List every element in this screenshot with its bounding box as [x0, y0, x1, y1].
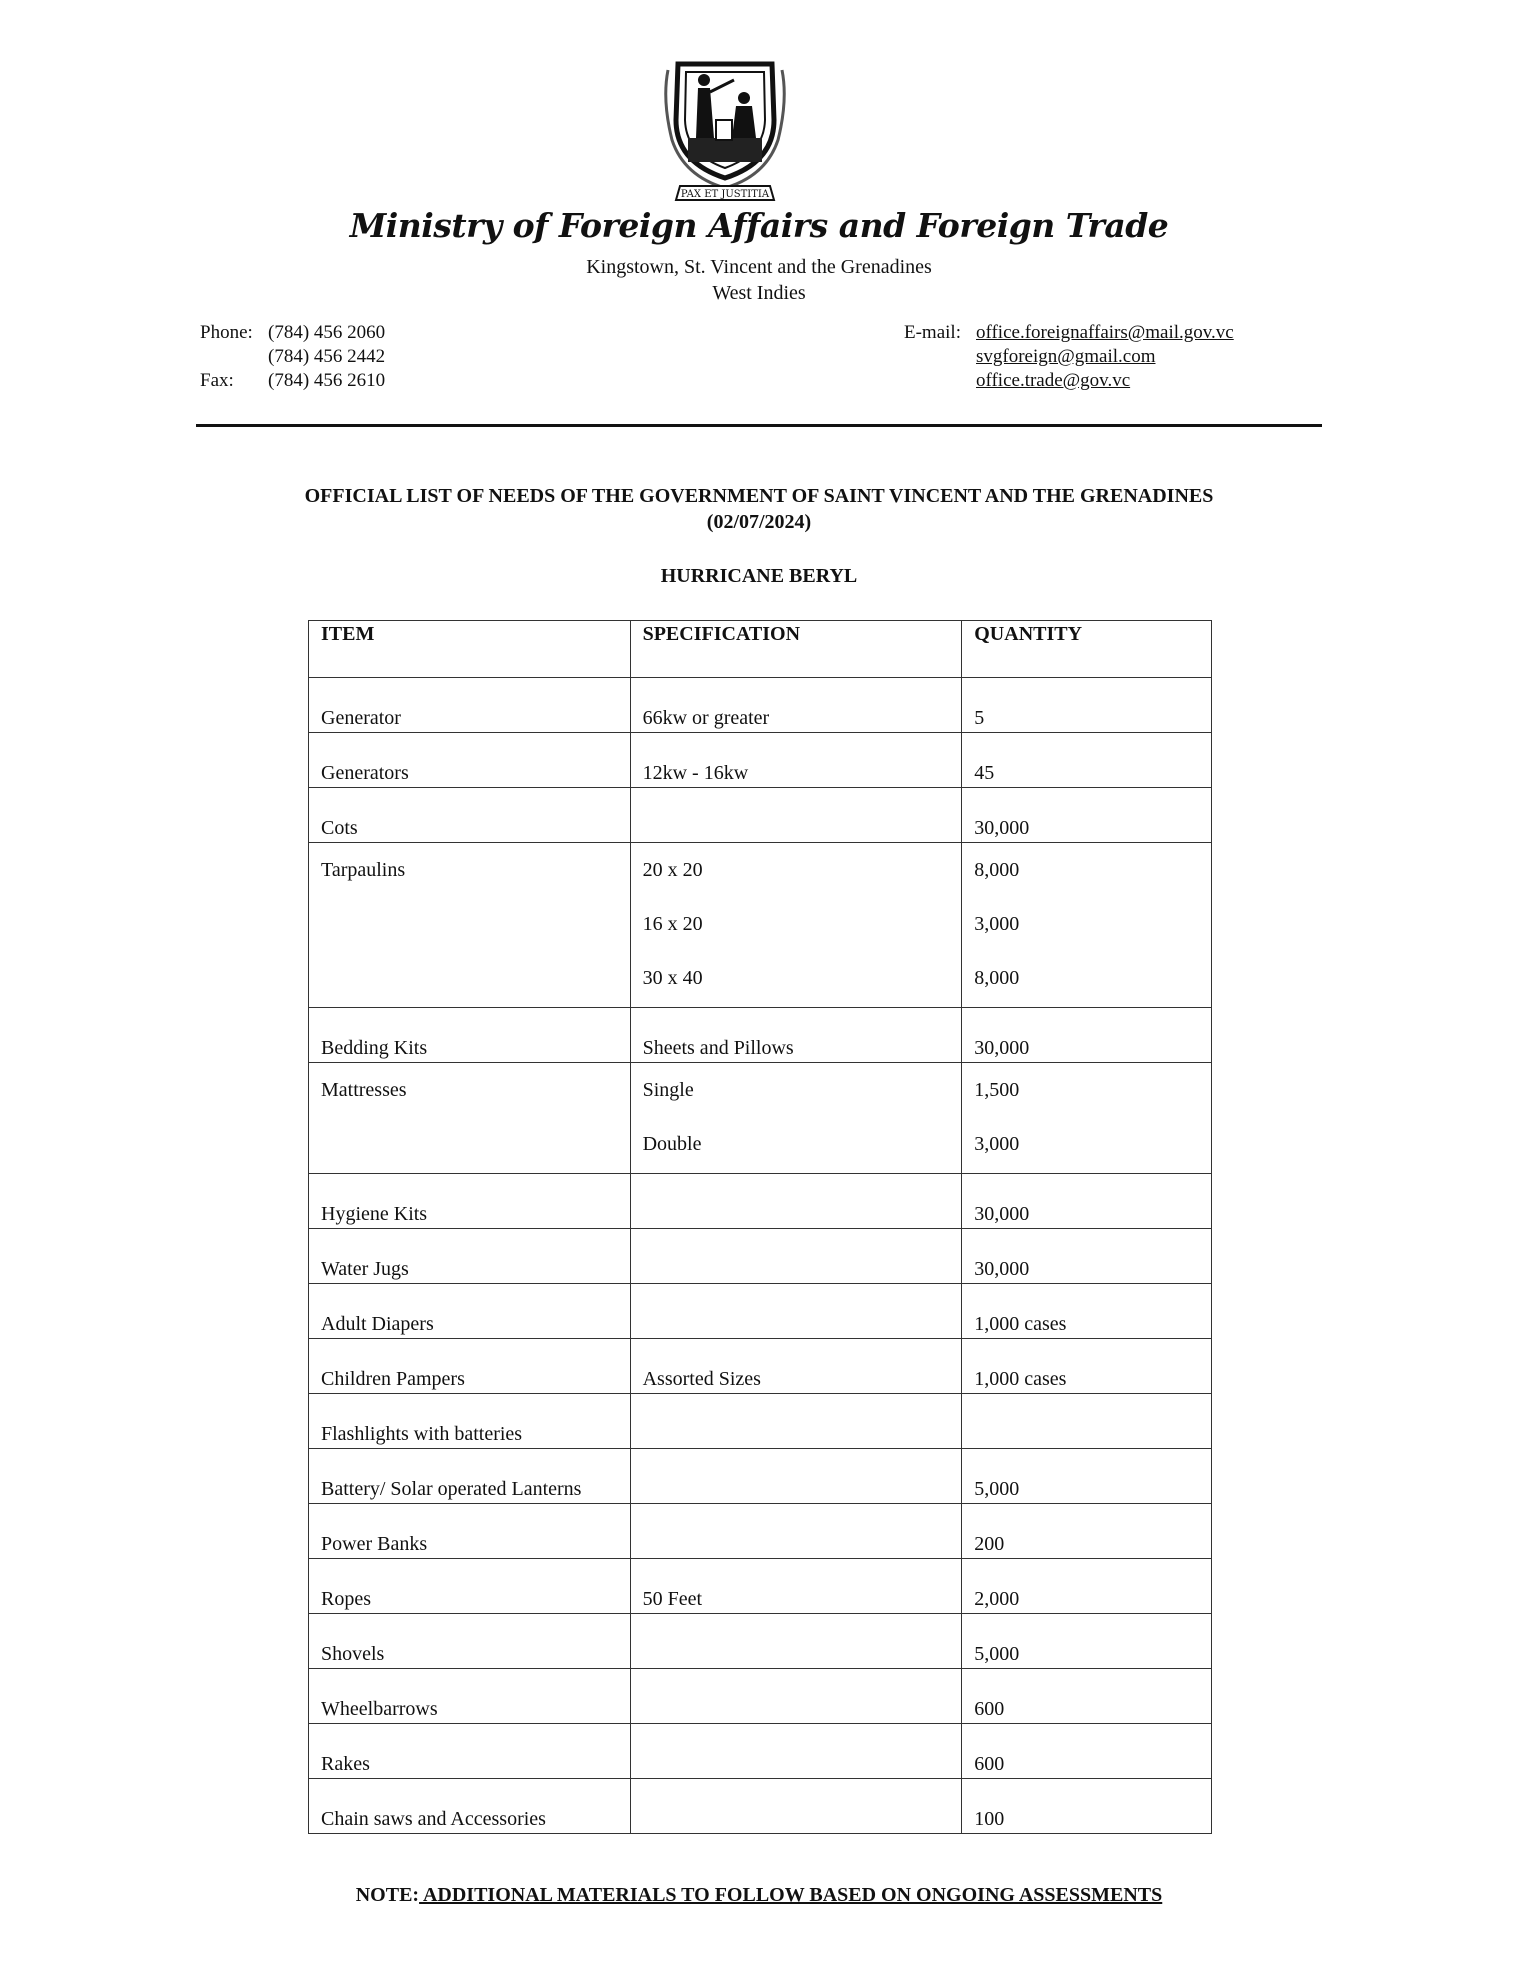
- table-row: [309, 733, 1212, 788]
- quantity-value: 30,000: [974, 1258, 1030, 1280]
- specification-cell: [630, 1174, 962, 1229]
- quantity-value: 1,000 cases: [974, 1313, 1067, 1335]
- item-cell: [309, 1614, 631, 1669]
- quantity-cell: [962, 1008, 1212, 1063]
- item-cell: [309, 1394, 631, 1449]
- table-row: [309, 1229, 1212, 1284]
- quantity-value: 600: [974, 1698, 1005, 1720]
- specification-cell: [630, 1449, 962, 1504]
- specification-value: 16 x 20: [642, 913, 703, 935]
- specification-cell: [630, 1229, 962, 1284]
- header-quantity: QUANTITY: [962, 621, 1212, 678]
- specification-cell: [630, 1063, 962, 1174]
- email-label: E-mail:: [904, 322, 961, 343]
- specification-value: Double: [642, 1133, 702, 1155]
- item-cell: [309, 1008, 631, 1063]
- quantity-value: 1,000 cases: [974, 1368, 1067, 1390]
- item-cell: [309, 1504, 631, 1559]
- specification-cell: [630, 788, 962, 843]
- quantity-cell: [962, 1063, 1212, 1174]
- specification-value: 20 x 20: [642, 859, 703, 881]
- table-row: [309, 1779, 1212, 1834]
- quantity-value: 100: [974, 1808, 1005, 1830]
- table-header-row: [309, 621, 1212, 678]
- coat-of-arms-crest: [660, 50, 790, 208]
- item-name: Power Banks: [321, 1533, 428, 1555]
- table-row: [309, 788, 1212, 843]
- table-body: [309, 678, 1212, 1834]
- item-name: Ropes: [321, 1588, 371, 1610]
- quantity-cell: [962, 1779, 1212, 1834]
- table-row: [309, 1669, 1212, 1724]
- specification-cell: [630, 1008, 962, 1063]
- specification-cell: [630, 843, 962, 1008]
- item-cell: [309, 1339, 631, 1394]
- item-name: Water Jugs: [321, 1258, 409, 1280]
- item-cell: [309, 843, 631, 1008]
- quantity-cell: [962, 1174, 1212, 1229]
- ministry-title: Ministry of Foreign Affairs and Foreign Trade: [349, 206, 1169, 245]
- specification-value: 12kw - 16kw: [642, 762, 749, 784]
- specification-cell: [630, 1504, 962, 1559]
- quantity-cell: [962, 1504, 1212, 1559]
- item-name: Mattresses: [321, 1079, 407, 1101]
- item-name: Bedding Kits: [321, 1037, 428, 1059]
- item-cell: [309, 1229, 631, 1284]
- item-cell: [309, 1449, 631, 1504]
- specification-value: Sheets and Pillows: [642, 1037, 794, 1059]
- quantity-cell: [962, 1559, 1212, 1614]
- item-name: Cots: [321, 817, 358, 839]
- item-name: Children Pampers: [321, 1368, 465, 1390]
- item-name: Rakes: [321, 1753, 370, 1775]
- specification-cell: [630, 1614, 962, 1669]
- quantity-cell: [962, 1229, 1212, 1284]
- table-row: [309, 1449, 1212, 1504]
- phone-number-2: (784) 456 2442: [268, 346, 386, 367]
- quantity-value: 30,000: [974, 817, 1030, 839]
- table-row: [309, 1284, 1212, 1339]
- table-row: [309, 1614, 1212, 1669]
- item-name: Flashlights with batteries: [321, 1423, 523, 1445]
- document-date: (02/07/2024): [706, 511, 812, 533]
- item-cell: [309, 788, 631, 843]
- item-cell: [309, 678, 631, 733]
- quantity-value: 2,000: [974, 1588, 1020, 1610]
- quantity-value: 8,000: [974, 859, 1020, 881]
- document-subtitle: HURRICANE BERYL: [660, 565, 858, 587]
- item-name: Hygiene Kits: [321, 1203, 428, 1225]
- item-cell: [309, 1779, 631, 1834]
- table-row: [309, 1008, 1212, 1063]
- specification-cell: [630, 1284, 962, 1339]
- header-divider: [196, 424, 1322, 427]
- table-row: [309, 1339, 1212, 1394]
- specification-value: 50 Feet: [642, 1588, 703, 1610]
- quantity-value: 1,500: [974, 1079, 1020, 1101]
- note-label: NOTE:: [355, 1884, 420, 1906]
- phone-label: Phone:: [200, 322, 253, 343]
- crest-motto: PAX ET JUSTITIA: [680, 189, 770, 200]
- specification-cell: [630, 733, 962, 788]
- quantity-cell: [962, 1394, 1212, 1449]
- email-link-3[interactable]: office.trade@gov.vc: [976, 370, 1131, 391]
- quantity-cell: [962, 1669, 1212, 1724]
- needs-table: [308, 620, 1212, 1834]
- item-name: Wheelbarrows: [321, 1698, 438, 1720]
- quantity-value: 3,000: [974, 1133, 1020, 1155]
- quantity-cell: [962, 678, 1212, 733]
- specification-cell: [630, 1779, 962, 1834]
- specification-cell: [630, 1669, 962, 1724]
- table-row: [309, 843, 1212, 1008]
- email-link-2[interactable]: svgforeign@gmail.com: [976, 346, 1156, 367]
- fax-number: (784) 456 2610: [268, 370, 386, 391]
- quantity-value: 8,000: [974, 967, 1020, 989]
- specification-value: 66kw or greater: [642, 707, 770, 729]
- quantity-cell: [962, 1449, 1212, 1504]
- item-name: Adult Diapers: [321, 1313, 434, 1335]
- item-cell: [309, 1724, 631, 1779]
- item-cell: [309, 1284, 631, 1339]
- note-text: ADDITIONAL MATERIALS TO FOLLOW BASED ON ONGOING ASSESSMENTS: [419, 1884, 1163, 1906]
- quantity-value: 200: [974, 1533, 1005, 1555]
- specification-cell: [630, 1394, 962, 1449]
- specification-cell: [630, 1724, 962, 1779]
- specification-value: 30 x 40: [642, 967, 703, 989]
- table-row: [309, 1063, 1212, 1174]
- fax-label: Fax:: [200, 370, 234, 391]
- item-cell: [309, 1174, 631, 1229]
- quantity-cell: [962, 1724, 1212, 1779]
- quantity-value: 5: [974, 707, 985, 729]
- document-title: OFFICIAL LIST OF NEEDS OF THE GOVERNMENT OF SAINT VINCENT AND THE GRENADINES: [304, 485, 1214, 507]
- specification-cell: [630, 678, 962, 733]
- quantity-cell: [962, 788, 1212, 843]
- email-link-1[interactable]: office.foreignaffairs@mail.gov.vc: [976, 322, 1234, 343]
- header-item: ITEM: [309, 621, 631, 678]
- quantity-cell: [962, 733, 1212, 788]
- quantity-value: 5,000: [974, 1478, 1020, 1500]
- item-name: Shovels: [321, 1643, 385, 1665]
- quantity-cell: [962, 1614, 1212, 1669]
- quantity-value: 30,000: [974, 1203, 1030, 1225]
- item-name: Tarpaulins: [321, 859, 406, 881]
- quantity-cell: [962, 843, 1212, 1008]
- phone-number-1: (784) 456 2060: [268, 322, 386, 343]
- quantity-value: 30,000: [974, 1037, 1030, 1059]
- item-cell: [309, 733, 631, 788]
- item-cell: [309, 1559, 631, 1614]
- address-line-2: West Indies: [712, 282, 806, 304]
- table-row: [309, 1174, 1212, 1229]
- header-specification: SPECIFICATION: [630, 621, 962, 678]
- item-cell: [309, 1669, 631, 1724]
- quantity-value: 5,000: [974, 1643, 1020, 1665]
- quantity-value: 3,000: [974, 913, 1020, 935]
- quantity-cell: [962, 1339, 1212, 1394]
- specification-cell: [630, 1559, 962, 1614]
- item-cell: [309, 1063, 631, 1174]
- quantity-cell: [962, 1284, 1212, 1339]
- item-name: Chain saws and Accessories: [321, 1808, 546, 1830]
- quantity-value: 45: [974, 762, 995, 784]
- quantity-value: 600: [974, 1753, 1005, 1775]
- address-line-1: Kingstown, St. Vincent and the Grenadines: [586, 256, 932, 278]
- specification-cell: [630, 1339, 962, 1394]
- footer-note: [0, 1884, 1518, 1907]
- table-row: [309, 678, 1212, 733]
- table-row: [309, 1724, 1212, 1779]
- table-row: [309, 1559, 1212, 1614]
- table-row: [309, 1394, 1212, 1449]
- item-name: Generators: [321, 762, 409, 784]
- specification-value: Single: [642, 1079, 694, 1101]
- item-name: Generator: [321, 707, 401, 729]
- specification-value: Assorted Sizes: [642, 1368, 761, 1390]
- item-name: Battery/ Solar operated Lanterns: [321, 1478, 582, 1500]
- table-row: [309, 1504, 1212, 1559]
